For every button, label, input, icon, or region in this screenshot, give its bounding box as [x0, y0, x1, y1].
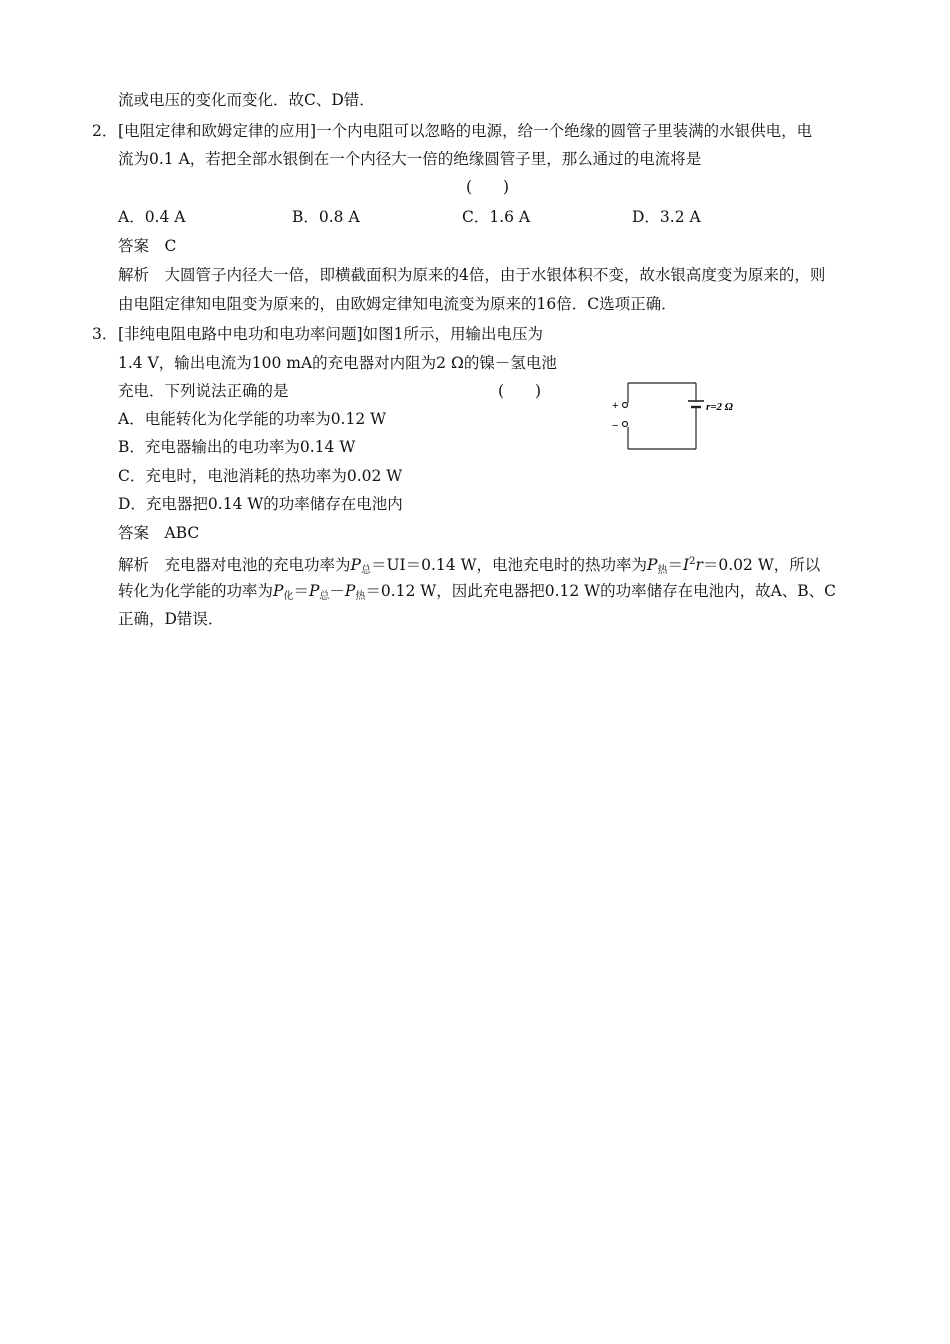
question-2-number: 2．	[92, 122, 118, 140]
question-3-option-c: C．充电时，电池消耗的热功率为0.02 W	[118, 467, 403, 485]
question-2-option-d: D．3.2 A	[632, 208, 701, 226]
resistance-label: r=2 Ω	[706, 401, 734, 413]
circuit-diagram	[610, 377, 760, 457]
question-3-stem-line1: [非纯电阻电路中电功和电功率问题]如图1所示，用输出电压为	[118, 325, 543, 343]
question-3-analysis-line3: 正确，D错误．	[118, 610, 224, 628]
question-2-analysis-line1: 解析 大圆管子内径大一倍，即横截面积为原来的4倍，由于水银体积不变，故水银高度变为原来的，则	[118, 266, 826, 284]
terminal-plus: +	[612, 400, 619, 412]
question-3-analysis-line1: 解析 充电器对电池的充电功率为$P_总=UI=0.14$ W，电池充电时的热功率为$P_热=I^2r=0.02$ W，所以	[118, 556, 821, 576]
question-3-answer-blank: ( )	[498, 382, 542, 400]
question-2-option-a: A．0.4 A	[118, 208, 186, 226]
terminal-minus: −	[612, 420, 619, 432]
question-3-analysis-line2: 转化为化学能的功率为$P_化=P_总-P_热=0.12$ W，因此充电器把0.12 W的功率储存在电池内，故A、B、C	[118, 582, 837, 602]
question-2-answer: 答案 C	[118, 237, 177, 255]
question-3-stem-line2: 1.4 V，输出电流为100 mA的充电器对内阻为2 Ω的镍－氢电池	[118, 354, 557, 372]
question-2-analysis-line2: 由电阻定律知电阻变为原来的，由欧姆定律知电流变为原来的16倍．C选项正确．	[118, 295, 677, 313]
question-2-stem-line1: [电阻定律和欧姆定律的应用]一个内电阻可以忽略的电源，给一个绝缘的圆管子里装满的水银供电，电	[118, 122, 813, 140]
question-2-answer-blank: ( )	[466, 178, 510, 196]
question-3-option-d: D．充电器把0.14 W的功率储存在电池内	[118, 495, 403, 513]
question-3-number: 3．	[92, 325, 118, 343]
continuation-text: 流或电压的变化而变化．故C、D错．	[118, 91, 375, 109]
question-3-answer: 答案 ABC	[118, 524, 200, 542]
question-3-option-a: A．电能转化为化学能的功率为0.12 W	[118, 410, 387, 428]
question-2-option-c: C．1.6 A	[462, 208, 531, 226]
question-2-stem-line2: 流为0.1 A，若把全部水银倒在一个内径大一倍的绝缘圆管子里，那么通过的电流将是	[118, 150, 702, 168]
question-3-stem-line3: 充电．下列说法正确的是	[118, 382, 289, 400]
question-3-option-b: B．充电器输出的电功率为0.14 W	[118, 438, 356, 456]
question-2-option-b: B．0.8 A	[292, 208, 360, 226]
